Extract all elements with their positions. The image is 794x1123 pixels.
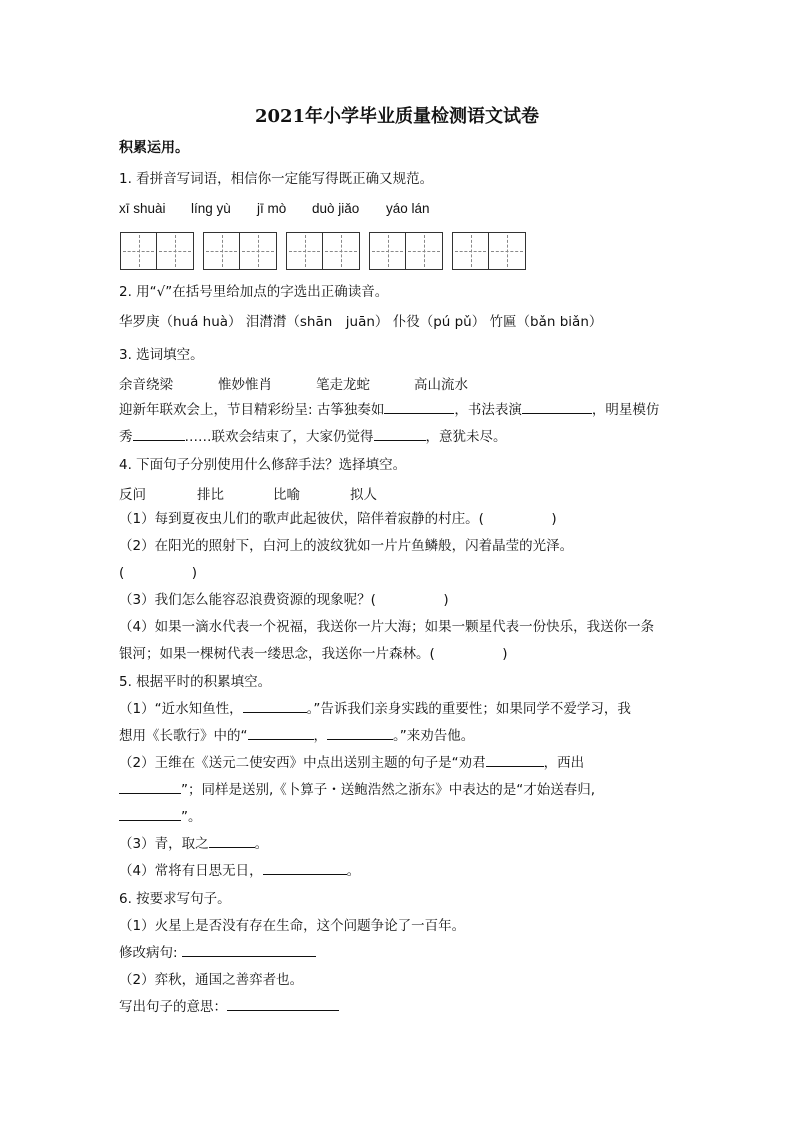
answer-blank[interactable] (522, 401, 592, 414)
answer-blank[interactable] (384, 401, 454, 414)
question-5-stem: 5. 根据平时的积累填空。 (119, 674, 272, 690)
word-option: 笔走龙蛇 (316, 377, 370, 393)
rhetoric-option: 比喻 (273, 487, 300, 503)
answer-blank[interactable] (263, 862, 347, 875)
writing-grid-1[interactable] (120, 232, 194, 270)
question-2-options: 华罗庚（huá huà） 泪潸潸（shān juān） 仆役（pú pǔ） 竹匾（bǎn biǎn） (119, 314, 603, 330)
question-4-sentence-2-answer: ( ) (119, 565, 198, 581)
question-5-part-3: （3）青，取之 。 (119, 836, 269, 852)
section-heading: 积累运用。 (119, 140, 189, 156)
question-5-part-4: （4）常将有日思无日， 。 (119, 863, 361, 879)
question-4-sentence-4-cont: 银河；如果一棵树代表一缕思念，我送你一片森林。( ) (119, 646, 508, 662)
question-6-meaning-line: 写出句子的意思： (119, 998, 339, 1016)
question-4-stem: 4. 下面句子分别使用什么修辞手法？选择填空。 (119, 457, 407, 473)
question-4-sentence-3: （3）我们怎么能容忍浪费资源的现象呢？( ) (119, 592, 449, 608)
question-4-sentence-4: （4）如果一滴水代表一个祝福，我送你一片大海；如果一颗星代表一份快乐，我送你一条 (119, 619, 655, 635)
pinyin-4: duò jiǎo (312, 201, 360, 216)
word-option: 高山流水 (414, 377, 468, 393)
word-option: 余音绕梁 (119, 377, 173, 393)
pinyin-2: líng yù (191, 201, 231, 216)
question-2-stem: 2. 用“√”在括号里给加点的字选出正确读音。 (119, 284, 389, 300)
rhetoric-option: 拟人 (350, 487, 377, 503)
pinyin-5: yáo lán (386, 201, 430, 216)
question-4-sentence-2: （2）在阳光的照射下，白河上的波纹犹如一片片鱼鳞般，闪着晶莹的光泽。 (119, 538, 574, 554)
answer-blank[interactable] (133, 428, 185, 441)
writing-grid-3[interactable] (286, 232, 360, 270)
answer-blank[interactable] (182, 944, 316, 957)
question-6-fix-line: 修改病句: (119, 944, 316, 962)
writing-grid-4[interactable] (369, 232, 443, 270)
answer-blank[interactable] (119, 808, 181, 821)
answer-blank[interactable] (227, 998, 339, 1011)
question-6-sentence-2: （2）弈秋，通国之善弈者也。 (119, 972, 304, 988)
writing-grid-5[interactable] (452, 232, 526, 270)
question-5-part-2: （2）王维在《送元二使安西》中点出送别主题的句子是“劝君 ，西出 (119, 755, 585, 771)
question-5-part-1-cont: 想用《长歌行》中的“ ， 。”来劝告他。 (119, 728, 475, 744)
answer-blank[interactable] (374, 428, 426, 441)
question-4-sentence-1: （1）每到夏夜虫儿们的歌声此起彼伏，陪伴着寂静的村庄。( ) (119, 511, 557, 527)
question-5-part-1: （1）“近水知鱼性， 。”告诉我们亲身实践的重要性；如果同学不爱学习，我 (119, 701, 631, 717)
question-5-part-2-end: ”。 (119, 808, 202, 826)
question-6-stem: 6. 按要求写句子。 (119, 891, 231, 907)
page-title: 2021年小学毕业质量检测语文试卷 (254, 106, 540, 127)
answer-blank[interactable] (248, 727, 314, 740)
answer-blank[interactable] (327, 727, 393, 740)
question-3-line-2: 秀 ……联欢会结束了，大家仍觉得 ，意犹未尽。 (119, 429, 507, 445)
writing-grid-2[interactable] (203, 232, 277, 270)
rhetoric-option: 反问 (119, 487, 146, 503)
question-3-stem: 3. 选词填空。 (119, 347, 204, 363)
question-1-stem: 1. 看拼音写词语，相信你一定能写得既正确又规范。 (119, 171, 434, 187)
word-option: 惟妙惟肖 (218, 377, 272, 393)
question-3-line-1: 迎新年联欢会上，节目精彩纷呈: 古筝独奏如 ，书法表演 ，明星模仿 (119, 402, 660, 418)
rhetoric-option: 排比 (197, 487, 224, 503)
pinyin-3: jī mò (257, 201, 287, 216)
question-6-sentence-1: （1）火星上是否没有存在生命，这个问题争论了一百年。 (119, 918, 466, 934)
answer-blank[interactable] (119, 781, 181, 794)
pinyin-1: xī shuài (119, 201, 166, 216)
answer-blank[interactable] (243, 700, 307, 713)
question-5-part-2-cont: ”；同样是送别,《卜算子・送鲍浩然之浙东》中表达的是“才始送春归, (119, 781, 595, 799)
answer-blank[interactable] (486, 754, 544, 767)
answer-blank[interactable] (209, 835, 255, 848)
